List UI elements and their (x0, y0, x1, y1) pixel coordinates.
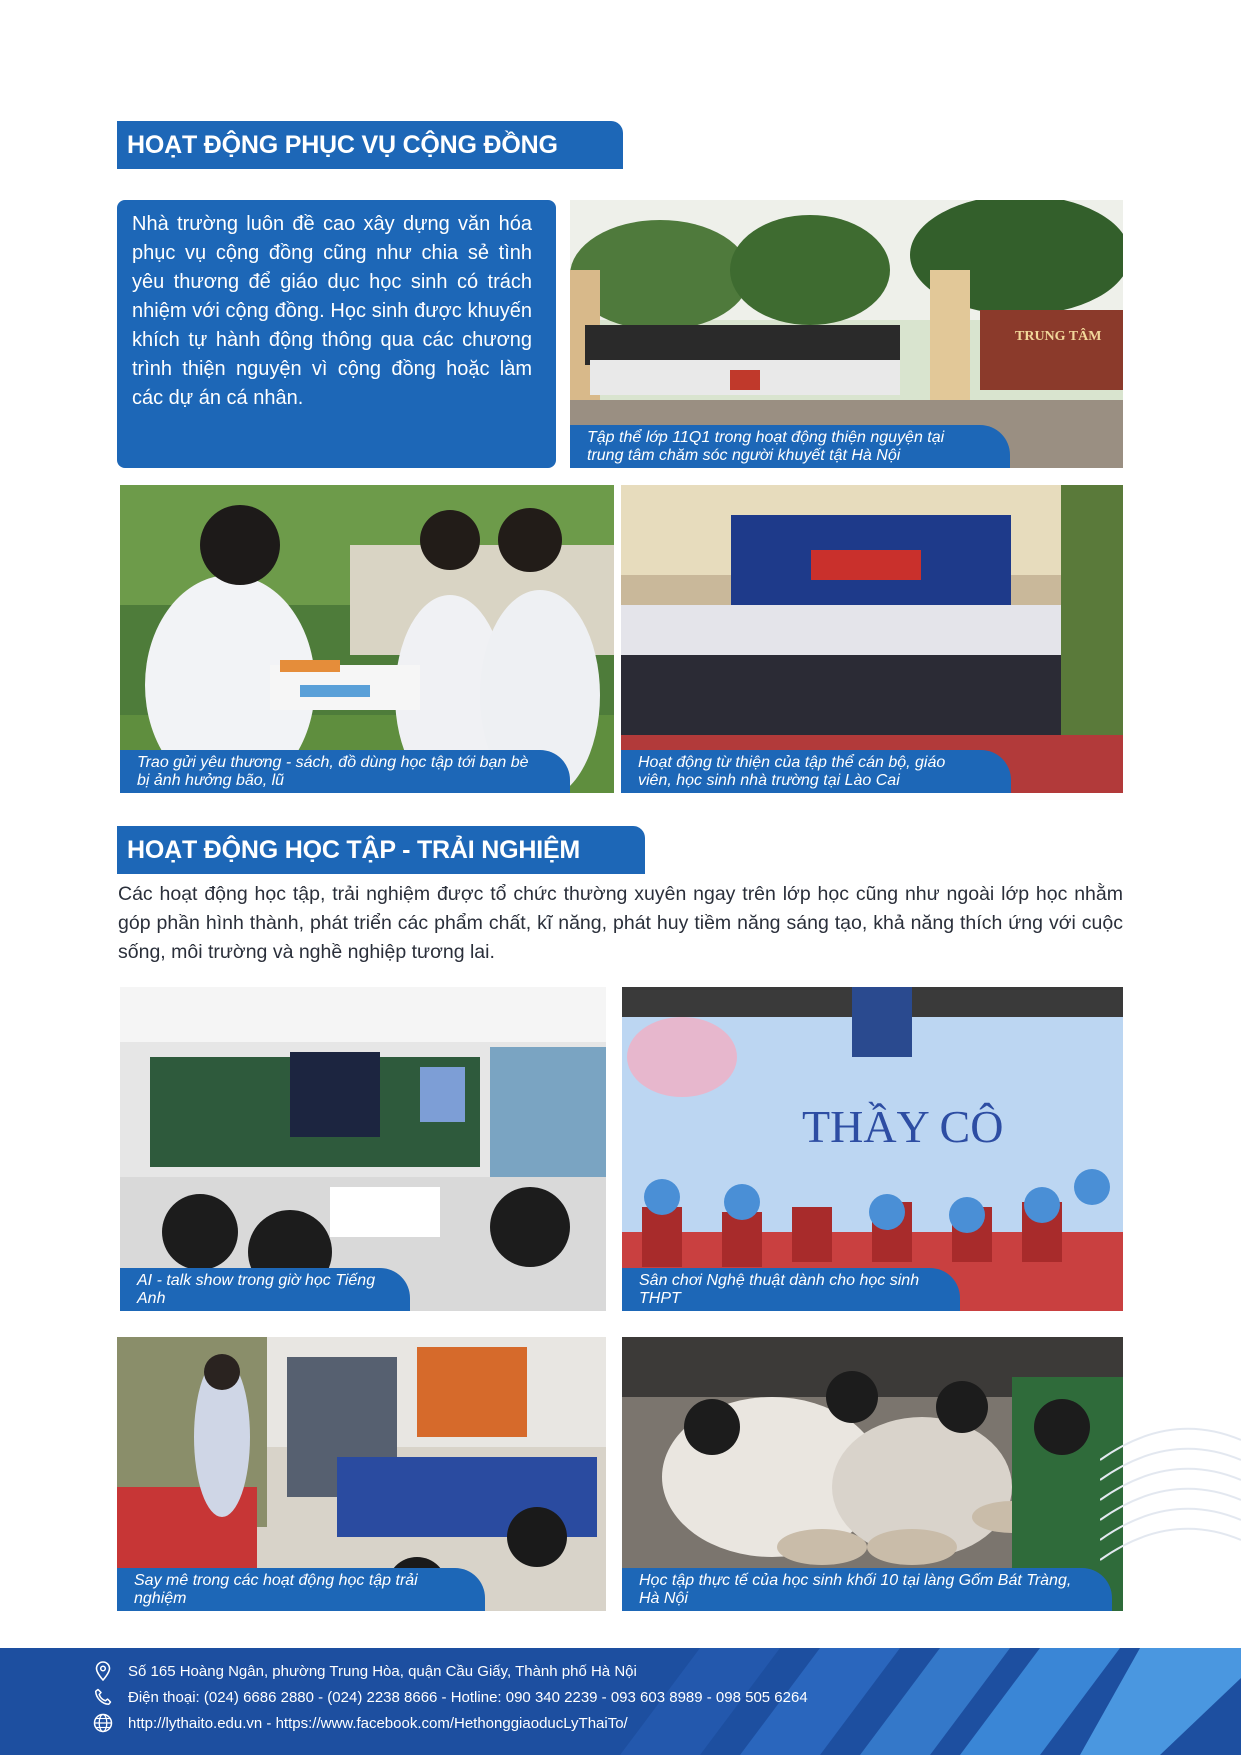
photo-charity-center (570, 200, 1123, 468)
section2-title-text: HOẠT ĐỘNG HỌC TẬP - TRẢI NGHIỆM (127, 836, 581, 864)
photo-caption (120, 750, 570, 793)
photo-caption (570, 425, 1010, 468)
phone-icon (92, 1686, 114, 1708)
photo-caption (622, 1268, 960, 1311)
decorative-waves (1100, 1320, 1241, 1650)
caption-text: AI - talk show trong giờ học Tiếng Anh (137, 1272, 376, 1307)
photo-caption (120, 1268, 410, 1311)
globe-icon (92, 1712, 114, 1734)
section1-title-text: HOẠT ĐỘNG PHỤC VỤ CỘNG ĐỒNG (127, 131, 558, 159)
section2-title (117, 826, 645, 872)
section2-body: Các hoạt động học tập, trải nghiệm được tổ chức thường xuyên ngay trên lớp học cũng như ngoài lớp học nhằm góp phần hình thành, phát triển các phẩm chất, kĩ năng, phát huy tiềm năng sáng tạo, khả năng thích ứng với cuộc sống, môi trường và nghề nghiệp tương lai. (118, 883, 1123, 963)
photo-bat-trang-pottery (622, 1337, 1123, 1611)
photo-book-donation (120, 485, 614, 793)
section1-intro: Nhà trường luôn đề cao xây dựng văn hóa phục vụ cộng đồng cũng như chia sẻ tình yêu thương để giáo dục học sinh có trách nhiệm với cộng đồng. Học sinh được khuyến khích tự hành động thông qua các chương trình thiện nguyện vì cộng đồng hoặc làm các dự án cá nhân. (117, 200, 556, 468)
footer-web-text[interactable]: http://lythaito.edu.vn - https://www.facebook.com/HethonggiaoducLyThaiTo/ (128, 1714, 628, 1732)
footer-phone (92, 1686, 808, 1708)
footer-phone-text: Điện thoại: (024) 6686 2880 - (024) 2238 8666 - Hotline: 090 340 2239 - 093 603 8989 - 098 505 6264 (128, 1688, 808, 1706)
photo-art-performance (622, 987, 1123, 1311)
caption-text: Say mê trong các hoạt động học tập trải nghiệm (134, 1572, 418, 1607)
location-pin-icon (92, 1660, 114, 1682)
photo-caption (117, 1568, 485, 1611)
photo-experiential-learning (117, 1337, 606, 1611)
caption-text: Sân chơi Nghệ thuật dành cho học sinh THPT (639, 1272, 920, 1307)
footer (0, 1648, 1241, 1755)
footer-address (92, 1660, 637, 1682)
photo-lao-cai-charity (621, 485, 1123, 793)
photo-ai-talk-show (120, 987, 606, 1311)
footer-web (92, 1712, 628, 1734)
photo-caption (621, 750, 1011, 793)
footer-address-text: Số 165 Hoàng Ngân, phường Trung Hòa, quận Cầu Giấy, Thành phố Hà Nội (128, 1662, 637, 1680)
section1-title (117, 121, 623, 167)
caption-text: Trao gửi yêu thương - sách, đồ dùng học tập tới bạn bè bị ảnh hưởng bão, lũ (137, 754, 529, 789)
photo-caption (622, 1568, 1112, 1611)
caption-text: Hoạt động từ thiện của tập thể cán bộ, giáo viên, học sinh nhà trường tại Lào Cai (638, 754, 946, 789)
caption-text: Tập thể lớp 11Q1 trong hoạt động thiện nguyện tại trung tâm chăm sóc người khuyết tật Hà Nội (587, 429, 945, 464)
sign-text: TRUNG TÂM (1015, 329, 1102, 344)
stage-text: THẦY CÔ (802, 1101, 1004, 1152)
caption-text: Học tập thực tế của học sinh khối 10 tại làng Gốm Bát Tràng, Hà Nội (639, 1572, 1072, 1607)
